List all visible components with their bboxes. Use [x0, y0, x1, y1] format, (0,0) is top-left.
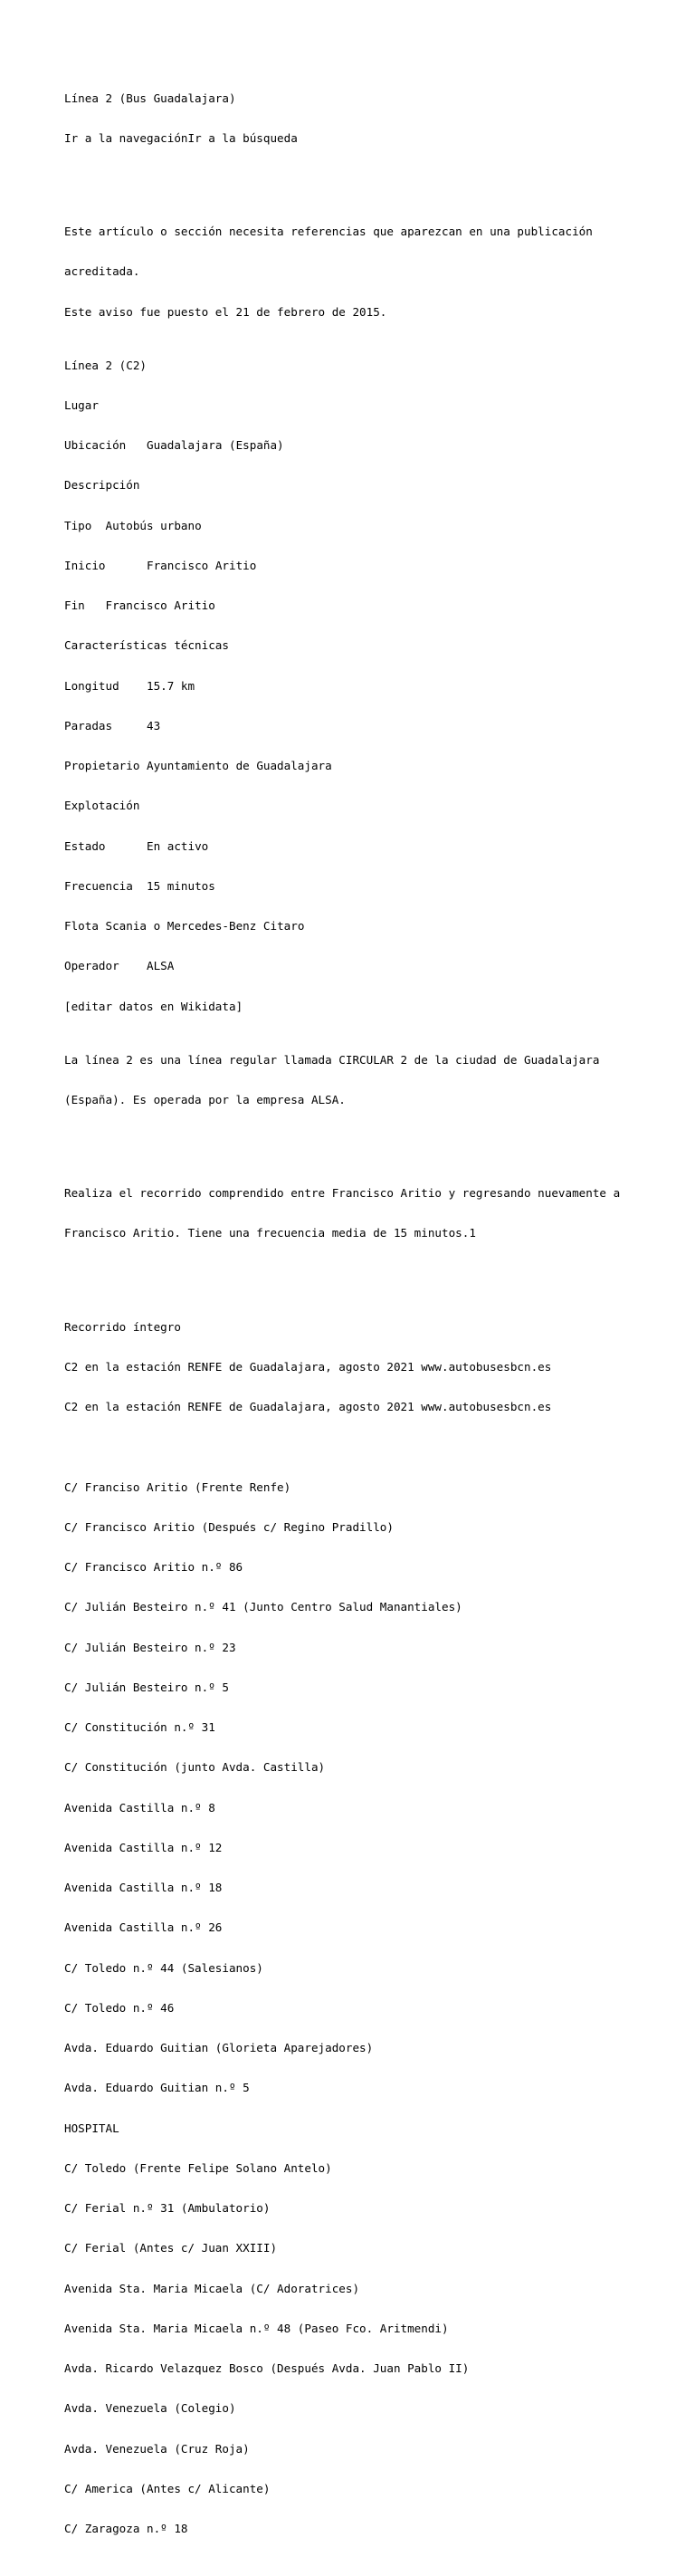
notice-line: Este artículo o sección necesita referencias que aparezcan en una publicación: [64, 225, 593, 238]
intro-line: La línea 2 es una línea regular llamada CIRCULAR 2 de la ciudad de Guadalajara: [64, 1052, 600, 1067]
flota-label: Flota: [64, 919, 99, 933]
infobox-section-explotacion: Explotación: [64, 799, 140, 813]
estado-label: Estado: [64, 838, 106, 853]
stop-item: Avenida Castilla n.º 12: [64, 1840, 223, 1854]
stop-item: C/ Constitución n.º 31: [64, 1720, 215, 1734]
tipo-label: Tipo: [64, 518, 92, 532]
stop-item: Avenida Sta. Maria Micaela (C/ Adoratrices): [64, 2281, 360, 2295]
infobox-row-estado: [64, 840, 643, 854]
operador-label: Operador: [64, 959, 119, 973]
infobox-row-fin: [64, 599, 643, 613]
flota-value[interactable]: Scania o Mercedes-Benz Citaro: [105, 919, 305, 933]
stop-item: Avenida Sta. Maria Micaela n.º 48 (Paseo Fco. Aritmendi): [64, 2321, 449, 2335]
infobox-section-caracteristicas: Características técnicas: [64, 638, 229, 653]
infobox-row-flota: [64, 920, 643, 934]
frecuencia-label: Frecuencia: [64, 878, 133, 893]
stop-list: [64, 1454, 643, 2562]
estado-value: En activo: [147, 838, 209, 853]
document-body: [64, 65, 643, 2576]
fin-value[interactable]: Francisco Aritio: [105, 599, 215, 612]
stop-item: C/ Toledo n.º 44 (Salesianos): [64, 1960, 263, 1975]
skip-links: [64, 132, 643, 146]
infobox-section-descripcion: Descripción: [64, 478, 140, 493]
stop-item: Avda. Eduardo Guitian (Glorieta Aparejadores): [64, 2041, 374, 2054]
stop-item: Avenida Castilla n.º 26: [64, 1920, 223, 1935]
go-to-search-link[interactable]: Ir a la búsqueda: [187, 130, 298, 145]
stop-item: C/ Francisco Aritio (Después c/ Regino Pradillo): [64, 1519, 394, 1534]
infobox-row-operador: [64, 960, 643, 973]
infobox-row-longitud: [64, 680, 643, 694]
stop-item: C/ Toledo (Frente Felipe Solano Antelo): [64, 2160, 332, 2175]
ubicacion-label: Ubicación: [64, 438, 127, 452]
stop-item: C/ Ferial (Antes c/ Juan XXIII): [64, 2241, 278, 2255]
notice-date: Este aviso fue puesto el 21 de febrero de 2015.: [64, 304, 387, 319]
infobox-title: Línea 2 (C2): [64, 358, 147, 372]
intro-line: (España). Es operada por la empresa ALSA.: [64, 1092, 346, 1106]
infobox-section-lugar: Lugar: [64, 397, 99, 412]
notice-line: acreditada.: [64, 264, 140, 279]
paradas-label: Paradas: [64, 718, 113, 733]
stop-item: Avenida Castilla n.º 8: [64, 1800, 215, 1815]
stop-item: C/ Ferial n.º 31 (Ambulatorio): [64, 2201, 271, 2215]
operador-value[interactable]: ALSA: [147, 959, 175, 973]
spacer: [64, 172, 643, 186]
route-heading: Recorrido íntegro: [64, 1319, 181, 1334]
paradas-value: 43: [147, 718, 161, 733]
stop-item: Avda. Venezuela (Colegio): [64, 2401, 236, 2416]
stop-item: C/ Franciso Aritio (Frente Renfe): [64, 1480, 291, 1494]
page-title: Línea 2 (Bus Guadalajara): [64, 91, 236, 105]
stop-item: C/ America (Antes c/ Alicante): [64, 2481, 271, 2495]
infobox-row-frecuencia: [64, 880, 643, 894]
stop-item: C/ Zaragoza n.º 18: [64, 2522, 188, 2535]
stop-item: C/ Julián Besteiro n.º 5: [64, 1680, 229, 1694]
tipo-value[interactable]: Autobús urbano: [105, 518, 202, 532]
stop-item: HOSPITAL: [64, 2121, 119, 2135]
image-caption: C2 en la estación RENFE de Guadalajara, agosto 2021 www.autobusesbcn.es: [64, 1359, 552, 1374]
inicio-label: Inicio: [64, 558, 106, 572]
stop-item: C/ Julián Besteiro n.º 23: [64, 1640, 236, 1654]
fin-label: Fin: [64, 599, 85, 612]
image-caption: C2 en la estación RENFE de Guadalajara, agosto 2021 www.autobusesbcn.es: [64, 1400, 552, 1413]
infobox-row-paradas: [64, 720, 643, 733]
stop-item: Avda. Eduardo Guitian n.º 5: [64, 2081, 250, 2095]
infobox-row-propietario: [64, 760, 643, 773]
ubicacion-value[interactable]: Guadalajara (España): [147, 438, 284, 452]
spacer: [64, 1268, 643, 1281]
infobox-row-ubicacion: [64, 439, 643, 453]
propietario-label: Propietario: [64, 759, 140, 772]
stop-item: C/ Francisco Aritio n.º 86: [64, 1560, 243, 1574]
longitud-value: 15.7 km: [147, 678, 195, 693]
stop-item: Avda. Ricardo Velazquez Bosco (Después Avda. Juan Pablo II): [64, 2361, 470, 2375]
frecuencia-value: 15 minutos: [147, 878, 215, 893]
inicio-value[interactable]: Francisco Aritio: [147, 558, 257, 572]
go-to-navigation-link[interactable]: Ir a la navegación: [64, 130, 188, 145]
route-description-line: Realiza el recorrido comprendido entre Francisco Aritio y regresando nuevamente a: [64, 1186, 621, 1200]
infobox-row-inicio: [64, 560, 643, 573]
route-description-line: Francisco Aritio. Tiene una frecuencia media de 15 minutos.1: [64, 1226, 476, 1240]
infobox-row-tipo: [64, 520, 643, 533]
propietario-value[interactable]: Ayuntamiento de Guadalajara: [147, 759, 332, 772]
edit-wikidata-link[interactable]: [editar datos en Wikidata]: [64, 999, 243, 1013]
stop-item: Avenida Castilla n.º 18: [64, 1881, 223, 1894]
longitud-label: Longitud: [64, 678, 119, 693]
stop-item: C/ Toledo n.º 46: [64, 2000, 175, 2015]
spacer: [64, 1134, 643, 1147]
stop-item: Avda. Venezuela (Cruz Roja): [64, 2441, 250, 2456]
stop-item: C/ Julián Besteiro n.º 41 (Junto Centro Salud Manantiales): [64, 1600, 462, 1614]
stop-item: C/ Constitución (junto Avda. Castilla): [64, 1760, 326, 1775]
